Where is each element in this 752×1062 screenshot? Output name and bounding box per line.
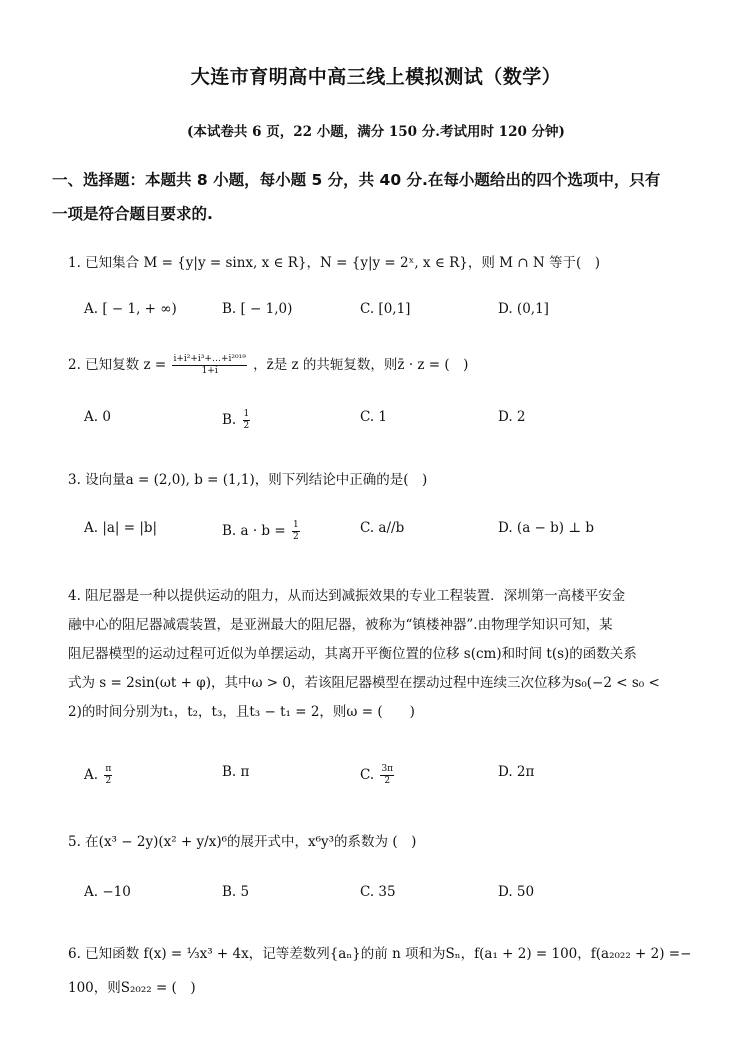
q4-option-d: D. 2π (498, 764, 535, 780)
question-4-line-3: 阻尼器模型的运动过程可近似为单摆运动，其离开平衡位置的位移 s(cm)和时间 t(s)的函数关系 (68, 646, 637, 662)
page-subtitle: (本试卷共 6 页，22 小题，满分 150 分.考试用时 120 分钟) (187, 124, 565, 140)
q4-option-b: B. π (222, 764, 250, 780)
q4-option-a-label: A. (84, 767, 99, 783)
q3-option-d: D. (a − b) ⊥ b (498, 520, 594, 536)
q1-option-c: C. [0,1] (360, 301, 411, 317)
question-4-line-1: 4. 阻尼器是一种以提供运动的阻力，从而达到减振效果的专业工程装置．深圳第一高楼平安金 (68, 588, 626, 604)
q2-fraction-denominator: 1+i (201, 366, 218, 376)
q2-option-d: D. 2 (498, 409, 526, 425)
section-heading-line-2: 一项是符合题目要求的. (52, 205, 213, 223)
q3-option-b (222, 520, 302, 543)
q2-option-b-numerator: 1 (243, 409, 250, 419)
q2-option-b-denominator: 2 (243, 421, 250, 431)
question-5-options (84, 884, 724, 914)
q2-option-b-fraction (243, 409, 251, 432)
question-4-options (84, 764, 724, 794)
q4-option-a-denominator: 2 (105, 776, 112, 786)
question-2-options (84, 409, 724, 439)
q2-option-a: A. 0 (84, 409, 111, 425)
q1-option-d: D. (0,1] (498, 301, 549, 317)
question-5-stem: 5. 在(x³ − 2y)(x² + y/x)⁶的展开式中，x⁶y³的系数为 ( ) (68, 834, 417, 850)
q3-option-b-fraction (292, 520, 300, 543)
question-1-options (84, 301, 724, 331)
question-1-stem: 1. 已知集合 M = {y|y = sinx, x ∈ R}，N = {y|y = 2ˣ, x ∈ R}，则 M ∩ N 等于( ) (68, 255, 601, 271)
q2-option-b (222, 409, 252, 432)
question-6-line-2: 100，则S₂₀₂₂ = ( ) (68, 980, 196, 996)
q2-fraction (172, 354, 246, 377)
question-4-line-5: 2)的时间分别为t₁，t₂，t₃，且t₃ − t₁ = 2，则ω = ( ) (68, 704, 415, 720)
q5-option-a: A. −10 (84, 884, 131, 900)
q1-option-a: A. [ − 1, + ∞) (84, 301, 177, 317)
q4-option-c-denominator: 2 (384, 776, 391, 786)
q2-option-c: C. 1 (360, 409, 388, 425)
q5-option-c: C. 35 (360, 884, 396, 900)
question-3-stem: 3. 设向量a = (2,0), b = (1,1)，则下列结论中正确的是( ) (68, 472, 428, 488)
q3-option-c: C. a//b (360, 520, 405, 536)
q4-option-c-fraction (380, 764, 394, 787)
q5-option-d: D. 50 (498, 884, 535, 900)
q5-option-b: B. 5 (222, 884, 250, 900)
q4-option-c-numerator: 3π (381, 764, 394, 774)
q3-option-b-label: B. a · b = (222, 523, 286, 539)
q3-option-b-denominator: 2 (292, 532, 299, 542)
question-6-line-1: 6. 已知函数 f(x) = ⅓x³ + 4x，记等差数列{aₙ}的前 n 项和为Sₙ，f(a₁ + 2) = 100，f(a₂₀₂₂ + 2) =− (68, 946, 692, 962)
question-3-options (84, 520, 724, 550)
q4-option-a-numerator: π (105, 764, 112, 774)
page-title: 大连市育明高中高三线上模拟测试（数学） (190, 66, 562, 88)
q4-option-a-fraction (104, 764, 112, 787)
q3-option-a: A. |a| = |b| (84, 520, 158, 536)
q1-option-b: B. [ − 1,0) (222, 301, 293, 317)
q2-stem-post: ，z̄是 z 的共轭复数，则z̄ · z = ( ) (253, 357, 469, 373)
question-2-stem (68, 348, 708, 382)
question-4-line-2: 融中心的阻尼器减震装置，是亚洲最大的阻尼器，被称为“镇楼神器”.由物理学知识可知，某 (68, 617, 613, 633)
q3-option-b-numerator: 1 (292, 520, 299, 530)
q4-option-a (84, 764, 114, 787)
q2-option-b-label: B. (222, 412, 237, 428)
q2-fraction-numerator: i+i²+i³+…+i²⁰¹⁹ (173, 354, 246, 364)
question-4-line-4: 式为 s = 2sin(ωt + φ)，其中ω > 0，若该阻尼器模型在摆动过程中连续三次位移为s₀(−2 < s₀ < (68, 675, 660, 691)
q4-option-c-label: C. (360, 767, 375, 783)
q2-stem-pre: 2. 已知复数 z = (68, 357, 167, 373)
section-heading-line-1: 一、选择题：本题共 8 小题，每小题 5 分，共 40 分.在每小题给出的四个选项中，只有 (52, 171, 661, 189)
q4-option-c (360, 764, 396, 787)
